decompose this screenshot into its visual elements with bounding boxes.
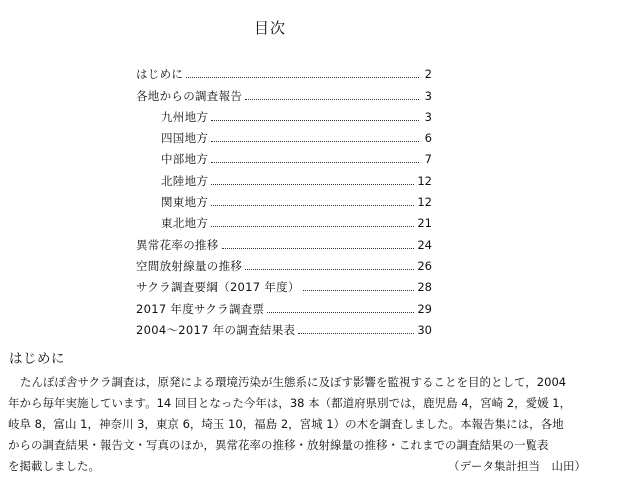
signature: （データ集計担当 山田）: [448, 459, 586, 473]
toc-entry-page: 2: [424, 67, 432, 82]
toc-entry: [136, 124, 432, 145]
toc-dot-leader: [222, 247, 415, 249]
toc-entry-page: 12: [417, 173, 432, 188]
toc-entry-page: 26: [417, 258, 432, 273]
intro-body: [8, 372, 626, 477]
toc-dot-leader: [211, 183, 414, 185]
toc-title: 目次: [253, 19, 286, 37]
toc-dot-leader: [245, 268, 414, 270]
toc-entry: [136, 294, 432, 315]
intro-line: たんぽぽ舎サクラ調査は，原発による環境汚染が生態系に及ぼす影響を監視することを目的として，2004: [20, 375, 567, 389]
toc-dot-leader: [186, 76, 419, 78]
toc-entry-label: 空間放射線量の推移: [136, 258, 243, 273]
toc-entry: [136, 166, 432, 187]
toc-dot-leader: [303, 289, 415, 291]
toc-entry: [136, 209, 432, 230]
toc-dot-leader: [298, 332, 414, 334]
toc-entry-label: 2017 年度サクラ調査票: [136, 301, 265, 316]
intro-line: を掲載しました。: [8, 459, 100, 473]
toc-entry: [136, 145, 432, 166]
toc-entry-label: はじめに: [136, 67, 184, 82]
toc-entry: [136, 273, 432, 294]
toc-entry-page: 7: [424, 152, 432, 167]
toc-dot-leader: [267, 311, 414, 313]
toc-entry-label: サクラ調査要綱（2017 年度）: [136, 280, 300, 295]
toc-entry-page: 6: [424, 131, 432, 146]
intro-heading: はじめに: [9, 351, 65, 367]
toc-entry-page: 3: [424, 109, 432, 124]
toc-entry-page: 29: [417, 301, 432, 316]
toc-entry-page: 3: [424, 88, 432, 103]
toc-entry-page: 21: [417, 216, 432, 231]
toc-entry: [136, 103, 432, 124]
toc-entry: [136, 60, 432, 81]
toc-entry-label: 各地からの調査報告: [136, 88, 243, 103]
toc-dot-leader: [211, 161, 419, 163]
toc-entry: [136, 230, 432, 251]
toc-entry-page: 30: [417, 322, 432, 337]
toc-entry: [136, 316, 432, 337]
toc-entry-label: 北陸地方: [161, 173, 209, 188]
toc-entry: [136, 252, 432, 273]
toc-entry: [136, 188, 432, 209]
toc-entry-label: 関東地方: [161, 195, 209, 210]
toc-entry: [136, 81, 432, 102]
toc-entry-label: 九州地方: [161, 109, 209, 124]
toc-dot-leader: [211, 204, 414, 206]
toc-entry-label: 東北地方: [161, 216, 209, 231]
table-of-contents: [136, 60, 432, 337]
intro-last-line: [8, 456, 626, 477]
intro-line: からの調査結果・報告文・写真のほか，異常花率の推移・放射線量の推移・これまでの調査結果の一覧表: [8, 438, 549, 452]
intro-line: 年から毎年実施しています。14 回目となった今年は，38 本（都道府県別では，鹿児島 4，宮崎 2，愛媛 1，: [8, 396, 572, 410]
toc-entry-label: 四国地方: [161, 131, 209, 146]
toc-entry-label: 2004～2017 年の調査結果表: [136, 322, 296, 337]
toc-entry-page: 12: [417, 195, 432, 210]
toc-entry-page: 24: [417, 237, 432, 252]
toc-dot-leader: [211, 225, 414, 227]
toc-entry-label: 異常花率の推移: [136, 237, 219, 252]
intro-line: 岐阜 8，富山 1，神奈川 3，東京 6，埼玉 10，福島 2，宮城 1）の木を調査しました。本報告集には，各地: [8, 417, 564, 431]
toc-dot-leader: [245, 98, 419, 100]
toc-dot-leader: [211, 119, 419, 121]
toc-dot-leader: [211, 140, 419, 142]
toc-entry-label: 中部地方: [161, 152, 209, 167]
toc-entry-page: 28: [417, 280, 432, 295]
